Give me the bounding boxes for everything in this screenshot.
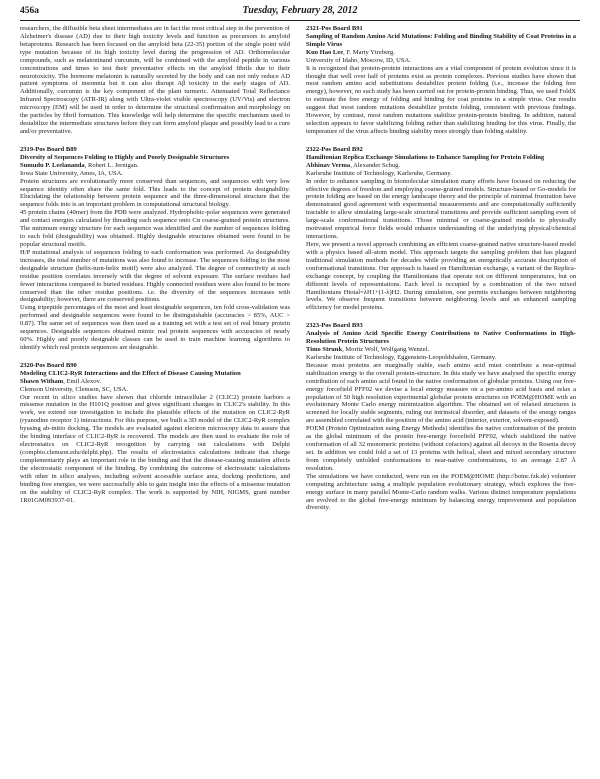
first-author: Abhinav Verma [306, 161, 351, 169]
abstract-paragraph: Our recent in silico studies have shown that chloride intracellular 2 (CLIC2) protein harbors a missense mutation in the H101Q position and gives significant changes in CLIC2's stability. In this work, we extend our investigation to include the plausible effects of the mutation on CLIC2-RyR (ryanodine receptor 1) interactions. For this purpose, we built a 3D model of the CLIC2-RyR complex byusing ab-initio docking. The models are evaluated against electron microscopy data to assure that the binding interface of CLIC2-RyR is recovered. The models are then used to evaluate the role of electrostatics on CLIC2-RyR recognition by carrying out calculations with Delphi (compbio.clemson.edu/delphi.php). The results of electrostatics calculations indicate that charge complementarity plays an important role in the binding and that the disease-causing mutation affects the electrostatic component of the binding. By combining the outcome of electrostatic calculations with other in silico analyses, including solvent accessible surface area, docking predictions, and binding free energies, we were successfully able to gain insight into the effects of a missense mutation on the stability of CLIC2-RyR complex. The work is supported by NIH, NIGMS, grant number 1R01GM093937-01. [20, 393, 290, 504]
abstract-affiliation: Karlsruhe Institute of Technology, Eggenstein-Leopoldshafen, Germany. [306, 353, 497, 361]
page-header [20, 5, 580, 19]
abstract-2319 [20, 146, 290, 352]
left-column [20, 25, 290, 777]
header-rule [20, 20, 580, 21]
abstract-authors [20, 378, 290, 386]
abstract-paragraph: Using tripeptide percentages of the most and least designable sequences, ten fold cross-validation was performed and designable sequences were found to be distinguishable (accuracies > 85%, AUC > 0.87). The same set of sequences was then used as a training set with a test set of real binary protein sequences. Designable sequences obtained mimic real protein sequences with accuracies of nearly 60%. Highly and poorly designable classes can be used to train machine learning algorithms to identify which real protein sequences are designable. [20, 304, 290, 351]
abstract-paragraph: Because most proteins are marginally stable, each amino acid must contribute a near-optimal stabilization energy to the overall protein-structure. In this study we have analysed the specific energy contribution of each amino acid found in the native conformation of globular proteins. Using our free-energy forcefield PFF02 we devise a local energy measure on a per-amino acid basis and relax a population of 50 high resolution experimental globular protein structures on POEM@HOME with an evolutionary Monte Carlo energy minimization algorithm. The obtained set of relaxed structures is screened for locally stable segments, ruling out intrinsical disorder, and datasets of the energy ranges are assembled correlated with the position of the amino acid (interior, exterior, solvent-exposed). [306, 361, 576, 425]
abstract-affiliation: Iowa State University, Ames, IA, USA. [20, 169, 124, 177]
abstract-affiliation: Clemson University, Clemson, SC, USA. [20, 385, 128, 393]
abstract-title: Sampling of Random Amino Acid Mutations: Folding and Binding Stability of Coat Proteins in a Simple Virus [306, 32, 576, 48]
abstract-paragraph: Here, we present a novel approach combining an efficient coarse-grained native structure-based model with a physics based all-atom model. This approach targets the sampling problem that has plagued traditional simulation methods for decades while providing an energetically accurate description of conformational transitions. Our approach is based on Hamiltonian exchange, a variant of the Replica-exchange concept, by coupling the Hamiltonians that operate not on different temperatures, but on different levels of representations. Each level is occupied by a combination of the two mixed Hamiltonians Htotal=λH1+(1-λ)H2. During simulation, one permits exchanges between neighboring levels. We observe frequent transitions between neighboring levels and an enhanced sampling efficiency for model proteins. [306, 240, 576, 312]
other-authors: , Emil Alexov. [63, 377, 102, 385]
abstract-header: 2323-Pos Board B93 [306, 322, 363, 330]
abstract-affiliation: Karlsruhe Institute of Technology, Karlsruhe, Germany. [306, 169, 452, 177]
abstract-2323 [306, 322, 576, 512]
abstract-paragraph: The simulations we have conducted, were run on the POEM@HOME (http://boinc.fzk.de) volunteer computing architecture using a multiple population evolutionary strategy, which explores the free-energy surface in many parallel Monte-Carlo random walks. Various distinct temperature populations are evolved to the global free-energy minimum by balancing energy improvement and population diversity. [306, 472, 576, 512]
first-author: Sumudu P. Leelananda [20, 161, 85, 169]
other-authors: , F. Marty Ytreberg. [343, 48, 395, 56]
other-authors: , Robert L. Jernigan. [84, 161, 139, 169]
abstract-authors [306, 346, 576, 354]
abstract-header: 2321-Pos Board B91 [306, 25, 363, 32]
abstract-authors [306, 162, 576, 170]
abstract-2320 [20, 362, 290, 505]
first-author: Timo Strunk [306, 346, 343, 354]
abstract-paragraph: In order to enhance sampling in biomolecular simulation many efforts have focused on reducing the effective degrees of freedom and employing coarse-grained models. Structure-based or Go-models for protein folding are based on the energy landscape theory and the principle of minimal frustration have demonstrated good agreement with experimental measurements and are computationally sufficiently tractable to allow simulating large-scale structural transitions and provide sufficient sampling even of large-scale conformational transitions. Those minimal or coarse-grained models to physically motivated empirical force fields would enhance understanding of the underlying physical/chemical interactions. [306, 177, 576, 241]
first-author: Shawn Witham [20, 377, 64, 385]
first-author: Kuo Hao Lee [306, 48, 344, 56]
other-authors: , Alexander Schug. [350, 161, 401, 169]
abstract-2322 [306, 146, 576, 312]
other-authors: , Moritz Wolf, Wolfgang Wenzel. [342, 346, 430, 354]
header-date: Tuesday, February 28, 2012 [242, 5, 358, 16]
abstract-2321 [306, 25, 576, 136]
continued-paragraph: researchers, the diffusible beta sheet intermediates are in fact the most critical step in the prevention of Alzheimer's disease (AD) due to their high toxicity levels and function as precursors to amyloid betaproteins. Research has been focused on the amyloid beta (22-35) portion of the single point wild type mutation because of its high toxicity level during the progression of AD. Orthomolecular compounds, such as melatoninand curcumin, will be combined with the amyloid peptide in various concentrations and times to test their preventative effects on the amyloid fibrils due to their neurotoxicity. The hormone melatonin is naturally secreted by the body and can not only reduce AD patient symptoms of insomnia but it can also disrupt Aβ toxicity in the early stages of AD. Additionally, curcumin is the key component of the plant turmeric. Attenuated Total Reflectance Infrared Spectroscopy (ATR-IR) along with Ultra-violet visible spectroscopy (UV/Vis) and electron microscopy (EM) will be used in order to determine the structural confirmation and morphology on the particles by fibril formation. This knowledge will help determine the specific mechanism used to destabilize the intermediate structures before they can form amyloid plaque and possibly lead to a cure and/or preventative. [20, 25, 290, 135]
abstract-paragraph: 45 protein chains (40mer) from the PDB were analyzed. Hydrophobic-polar sequences were generated and contact energies calculated by threading each sequence onto Cα coarse-grained protein structures. The minimum energy structure for each sequence was identified and the number of sequences folding to each fold (designability) was obtained. Highly designable structures obtained were found to be popular structural motifs. [20, 209, 290, 248]
abstract-paragraph: It is recognized that protein-protein interactions are a vital component of protein evolution since it is thought that well over half of proteins exist as protein complexes. Previous studies have shown that most random amino acid substitutions destabilize protein folding (i.e., increase the folding free energy), however, no such study has been carried out for protein-protein binding. Thus, we used FoldX to estimate the free energy of folding and binding for coat proteins in a simple virus. Our results suggest that most random mutations destabilize protein folding, consistent with previous findings. However, by contrast, most random mutations stabilize protein-protein binding. In addition, natural selection appears to favor stabilizing folding rather than stabilizing binding for this virus. Finally, the temperature of the virus affects binding stability more strongly than folding stability. [306, 64, 576, 135]
page-number: 456a [20, 6, 39, 16]
abstract-title: Diversity of Sequences Folding to Highly and Poorly Designable Structures [20, 153, 230, 161]
abstract-paragraph: Protein structures are evolutionarily more conserved than sequences, and sequences with very low sequence identity often share the same fold. This leads to the concept of protein designability. Elucidating the relationship between protein sequence and the three-dimensional structure that the sequence folds into is an important problem in computational structural biology. [20, 177, 290, 209]
abstract-affiliation: University of Idaho, Moscow, ID, USA. [306, 56, 411, 64]
right-column [306, 25, 576, 777]
abstract-title: Modeling CLIC2-RyR Interactions and the Effect of Disease Causing Mutation [20, 369, 241, 377]
abstract-header: 2322-Pos Board B92 [306, 145, 363, 153]
abstract-title: Analysis of Amino Acid Specific Energy Contributions to Native Conformations in High-Resolution Protein Structures [306, 330, 576, 346]
abstract-header: 2320-Pos Board B90 [20, 361, 77, 369]
abstract-paragraph: POEM (Protein Optimization using Energy Methods) identifies the native conformation of the protein as the global minimum of the protein free-energy forcefield PFF02, which stabilized the native conformation of all 32 monomeric proteins (without cofactors) against all decoys in the Rosetta decoy set. In addition we could fold a set of 13 proteins with helical, sheet and mixed secondary structure from completely unfolded conformations to near-native conformations, to an average 2.87 Å resolution. [306, 425, 576, 472]
abstract-authors [306, 49, 576, 57]
abstract-paragraph: H/P mutational analysis of sequences folding to each conformation was performed. As designability increases, the total number of mutations was also found to increase. The sequences folding to the most designable structure (helix-turn-helix motif) were also analyzed. The degree of connectivity at each residue position correlates inversely with the degree of solvent exposure. The surface residues had fewer interactions compared to buried residues. Highly connected residues were also found to be more conserved than the other residue positions. i.e. the diversity of the sequences increases with designability; however, there are conserved positions. [20, 248, 290, 304]
abstract-header: 2319-Pos Board B89 [20, 145, 77, 153]
abstract-authors [20, 162, 290, 170]
abstract-title: Hamiltonian Replica Exchange Simulations to Enhance Sampling for Protein Folding [306, 153, 545, 161]
